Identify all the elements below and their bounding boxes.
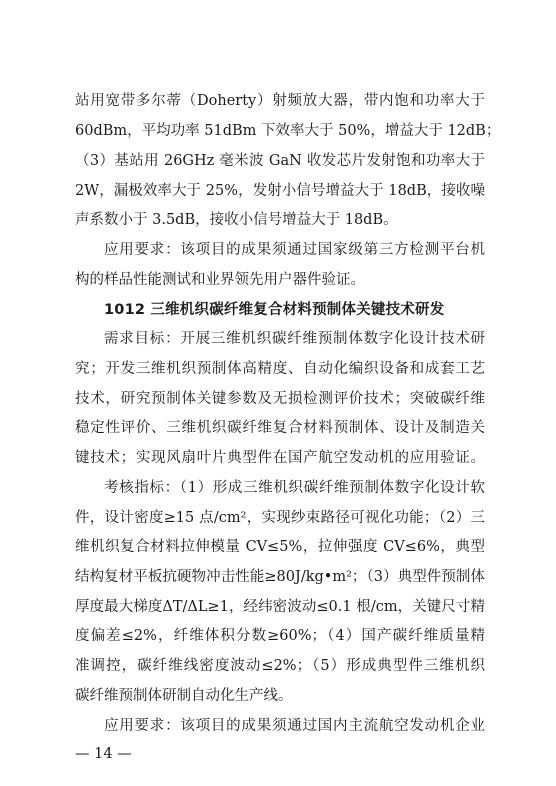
- text-line: 碳纤维预制体研制自动化生产线。: [75, 688, 293, 704]
- text-line: 稳定性评价、三维机织碳纤维复合材料预制体、设计及制造关: [75, 420, 485, 436]
- page-number: — 14 —: [75, 746, 132, 762]
- text-line: 2W，漏极效率大于 25%，发射小信号增益大于 18dB，接收噪: [75, 183, 485, 199]
- section-heading: 1012 三维机织碳纤维复合材料预制体关键技术研发: [104, 302, 445, 318]
- text-line: 键技术；实现风扇叶片典型件在国产航空发动机的应用验证。: [75, 450, 485, 466]
- text-line: 站用宽带多尔蒂（Doherty）射频放大器，带内饱和功率大于: [75, 93, 485, 109]
- text-line: 准调控，碳纤维线密度波动≤2%；（5）形成典型件三维机织: [75, 658, 485, 674]
- text-line: 需求目标：开展三维机织碳纤维预制体数字化设计技术研: [104, 331, 485, 347]
- text-line: 结构复材平板抗硬物冲击性能≥80J/kg•m²；（3）典型件预制体: [75, 569, 485, 585]
- text-line: 声系数小于 3.5dB，接收小信号增益大于 18dB。: [75, 212, 398, 228]
- text-line: 考核指标：（1）形成三维机织碳纤维预制体数字化设计软: [104, 480, 485, 496]
- text-line: 维机织复合材料拉伸模量 CV≤5%，拉伸强度 CV≤6%，典型: [75, 539, 485, 555]
- text-line: 厚度最大梯度ΔT/ΔL≥1，经纬密波动≤0.1 根/cm，关键尺寸精: [75, 599, 485, 615]
- text-line: 应用要求：该项目的成果须通过国内主流航空发动机企业: [104, 718, 485, 734]
- text-line: 技术，研究预制体关键参数及无损检测评价技术；突破碳纤维: [75, 391, 485, 407]
- text-line: 究；开发三维机织预制体高精度、自动化编织设备和成套工艺: [75, 361, 485, 377]
- text-line: （3）基站用 26GHz 毫米波 GaN 收发芯片发射饱和功率大于: [75, 153, 485, 169]
- text-line: 件，设计密度≥15 点/cm²，实现纱束路径可视化功能；（2）三: [75, 510, 485, 526]
- text-line: 60dBm，平均功率 51dBm 下效率大于 50%，增益大于 12dB；: [75, 123, 501, 139]
- text-line: 构的样品性能测试和业界领先用户器件验证。: [75, 272, 365, 288]
- text-line: 度偏差≤2%，纤维体积分数≥60%；（4）国产碳纤维质量精: [75, 628, 485, 644]
- text-line: 应用要求：该项目的成果须通过国家级第三方检测平台机: [104, 242, 485, 258]
